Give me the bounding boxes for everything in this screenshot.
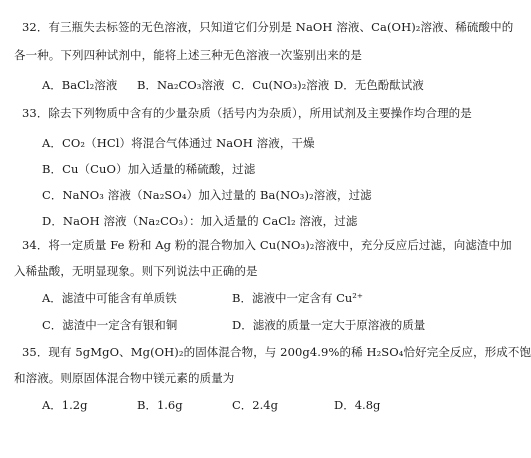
q33-option-d: D．NaOH 溶液（Na₂CO₃）：加入适量的 CaCl₂ 溶液，过滤 (42, 214, 358, 228)
q35-stem-line2: 和溶液。则原固体混合物中镁元素的质量为 (14, 371, 235, 385)
q32-options (42, 78, 427, 92)
q35-option-c: C．2.4g (232, 398, 278, 412)
q32-option-a: A．BaCl₂溶液 (42, 78, 118, 92)
q32-stem-line2: 各一种。下列四种试剂中，能将上述三种无色溶液一次鉴别出来的是 (14, 48, 362, 62)
q34-option-a: A．滤渣中可能含有单质铁 (42, 291, 177, 305)
q33-option-c: C．NaNO₃ 溶液（Na₂SO₄）加入过量的 Ba(NO₃)₂溶液，过滤 (42, 188, 372, 202)
q35-option-a: A．1.2g (42, 398, 88, 412)
q33-option-a: A．CO₂（HCl）将混合气体通过 NaOH 溶液，干燥 (42, 136, 315, 150)
q32-option-c: C．Cu(NO₃)₂溶液 (232, 78, 330, 92)
q35-option-b: B．1.6g (137, 398, 183, 412)
q34-stem-line2: 入稀盐酸，无明显现象。则下列说法中正确的是 (14, 264, 258, 278)
q34-options-row1 (42, 291, 427, 305)
q34-option-d: D．滤液的质量一定大于原溶液的质量 (232, 318, 426, 332)
q33-option-b: B．Cu（CuO）加入适量的稀硫酸，过滤 (42, 162, 256, 176)
q35-options (42, 398, 427, 412)
q32-stem-line1: 32．有三瓶失去标签的无色溶液，只知道它们分别是 NaOH 溶液、Ca(OH)₂溶液、稀硫酸中的 (22, 20, 514, 34)
q33-stem-line1: 33．除去下列物质中含有的少量杂质（括号内为杂质），所用试剂及主要操作均合理的是 (22, 106, 472, 120)
q34-option-c: C．滤渣中一定含有银和铜 (42, 318, 178, 332)
q32-option-b: B．Na₂CO₃溶液 (137, 78, 225, 92)
q34-option-b: B．滤液中一定含有 Cu²⁺ (232, 291, 363, 305)
q35-stem-line1: 35．现有 5gMgO、Mg(OH)₂的固体混合物，与 200g4.9%的稀 H₂SO₄恰好完全反应，形成不饱 (22, 345, 531, 359)
q34-options-row2 (42, 318, 427, 332)
q32-option-d: D．无色酚酞试液 (334, 78, 424, 92)
q34-stem-line1: 34．将一定质量 Fe 粉和 Ag 粉的混合物加入 Cu(NO₃)₂溶液中，充分反应后过滤，向滤渣中加 (22, 238, 512, 252)
q35-option-d: D．4.8g (334, 398, 381, 412)
